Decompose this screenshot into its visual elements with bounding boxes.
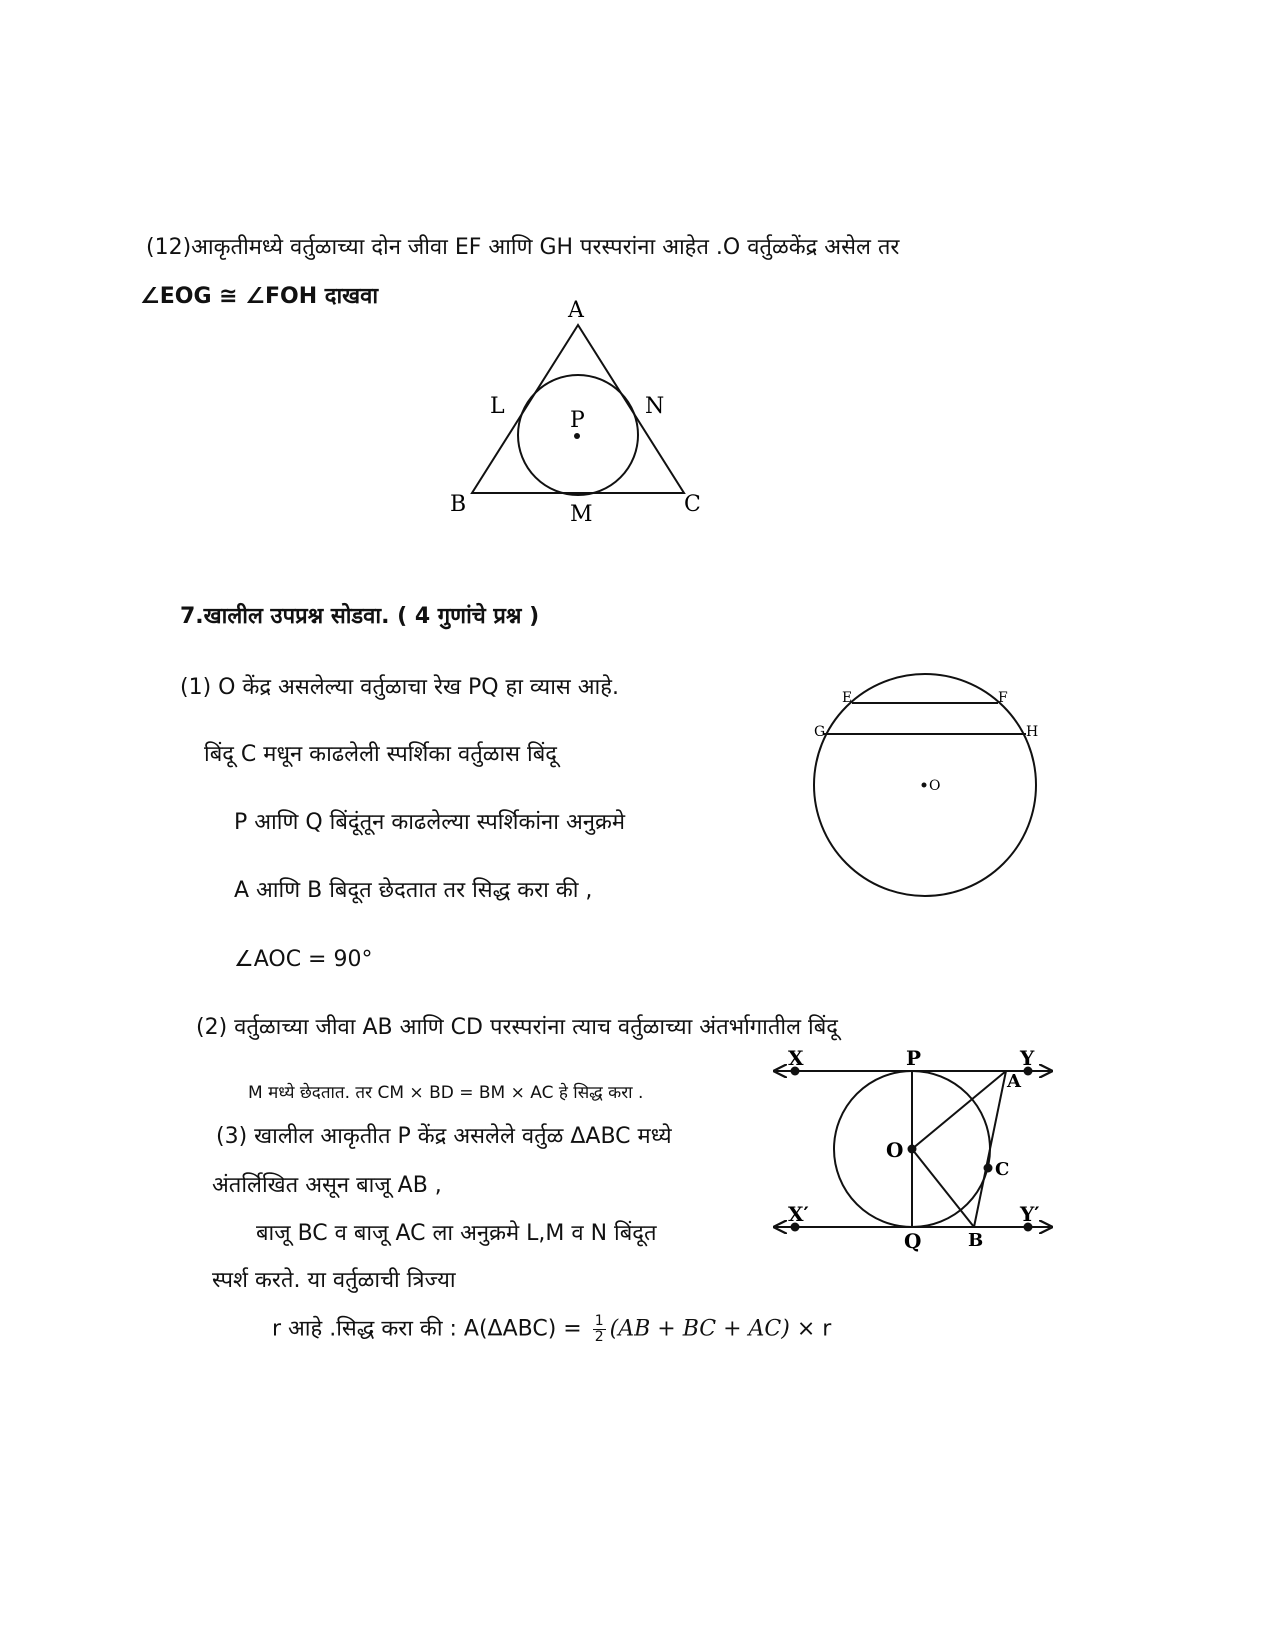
label-m: M — [570, 502, 593, 527]
label-o: O — [886, 1138, 904, 1162]
q2-line2: M मध्ये छेदतात. तर CM × BD = BM × AC हे सिद्ध करा . — [248, 1083, 644, 1103]
label-g: G — [814, 724, 826, 740]
label-n: N — [645, 394, 665, 419]
q1-line5: ∠AOC = 90° — [234, 947, 373, 972]
label-c: C — [995, 1159, 1010, 1180]
q3-line5 — [272, 1314, 831, 1345]
q3-sum-expression: (AB + BC + AC) — [609, 1316, 790, 1342]
triangle-incircle-figure — [440, 295, 720, 530]
section-7-heading: 7.खालील उपप्रश्न सोडवा. ( 4 गुणांचे प्रश्न ) — [180, 604, 540, 629]
q3-line5-start: r आहे .सिद्ध करा की : A(ΔABC) = — [272, 1316, 589, 1342]
label-a: A — [568, 298, 584, 323]
segment-ob — [912, 1149, 974, 1227]
q1-line2: बिंदू C मधून काढलेली स्पर्शिका वर्तुळास बिंदू — [204, 742, 557, 767]
point-o — [908, 1145, 917, 1154]
q1-line1: (1) O केंद्र असलेल्या वर्तुळाचा रेख PQ हा व्यास आहे. — [180, 675, 619, 700]
label-h: H — [1026, 724, 1039, 740]
q2-line1: (2) वर्तुळाच्या जीवा AB आणि CD परस्परांना त्याच वर्तुळाच्या अंतर्भागातील बिंदू — [196, 1015, 838, 1040]
circle-chords-figure — [808, 670, 1048, 900]
label-p: P — [570, 408, 585, 433]
label-f: F — [998, 690, 1008, 706]
q3-line1: (3) खालील आकृतीत P केंद्र असलेले वर्तुळ ΔABC मध्ये — [216, 1124, 672, 1149]
q12-line2: ∠EOG ≅ ∠FOH दाखवा — [140, 284, 379, 309]
label-b: B — [450, 492, 467, 517]
label-x2: X′ — [788, 1202, 809, 1226]
fraction-one-half — [593, 1314, 606, 1345]
fraction-numerator: 1 — [594, 1313, 604, 1329]
center-point-o — [922, 783, 927, 788]
q3-line2: अंतर्लिखित असून बाजू AB , — [212, 1173, 442, 1198]
label-c: C — [684, 492, 701, 517]
label-p: P — [906, 1046, 922, 1070]
label-a: A — [1007, 1071, 1021, 1092]
label-y2: Y′ — [1020, 1202, 1040, 1226]
label-b: B — [968, 1230, 984, 1251]
label-e: E — [842, 690, 853, 706]
label-q: Q — [904, 1229, 922, 1253]
q3-times-r: × r — [789, 1316, 832, 1342]
q3-line3: बाजू BC व बाजू AC ला अनुक्रमे L,M व N बिंदूत — [256, 1221, 657, 1246]
q1-line3: P आणि Q बिंदूंतून काढलेल्या स्पर्शिकांना अनुक्रमे — [234, 810, 626, 835]
q3-line4: स्पर्श करते. या वर्तुळाची त्रिज्या — [212, 1268, 456, 1293]
label-y: Y — [1020, 1046, 1035, 1070]
label-o: O — [929, 778, 941, 794]
fraction-denominator: 2 — [594, 1329, 604, 1345]
center-point-p — [574, 433, 580, 439]
point-c — [984, 1164, 993, 1173]
tangents-figure — [770, 1043, 1060, 1253]
q1-line4: A आणि B बिदूत छेदतात तर सिद्ध करा की , — [234, 878, 593, 903]
label-l: L — [490, 394, 505, 419]
label-x: X — [788, 1046, 804, 1070]
q12-line1: (12)आकृतीमध्ये वर्तुळाच्या दोन जीवा EF आणि GH परस्परांना आहेत .O वर्तुळकेंद्र असेल तर — [146, 235, 900, 260]
